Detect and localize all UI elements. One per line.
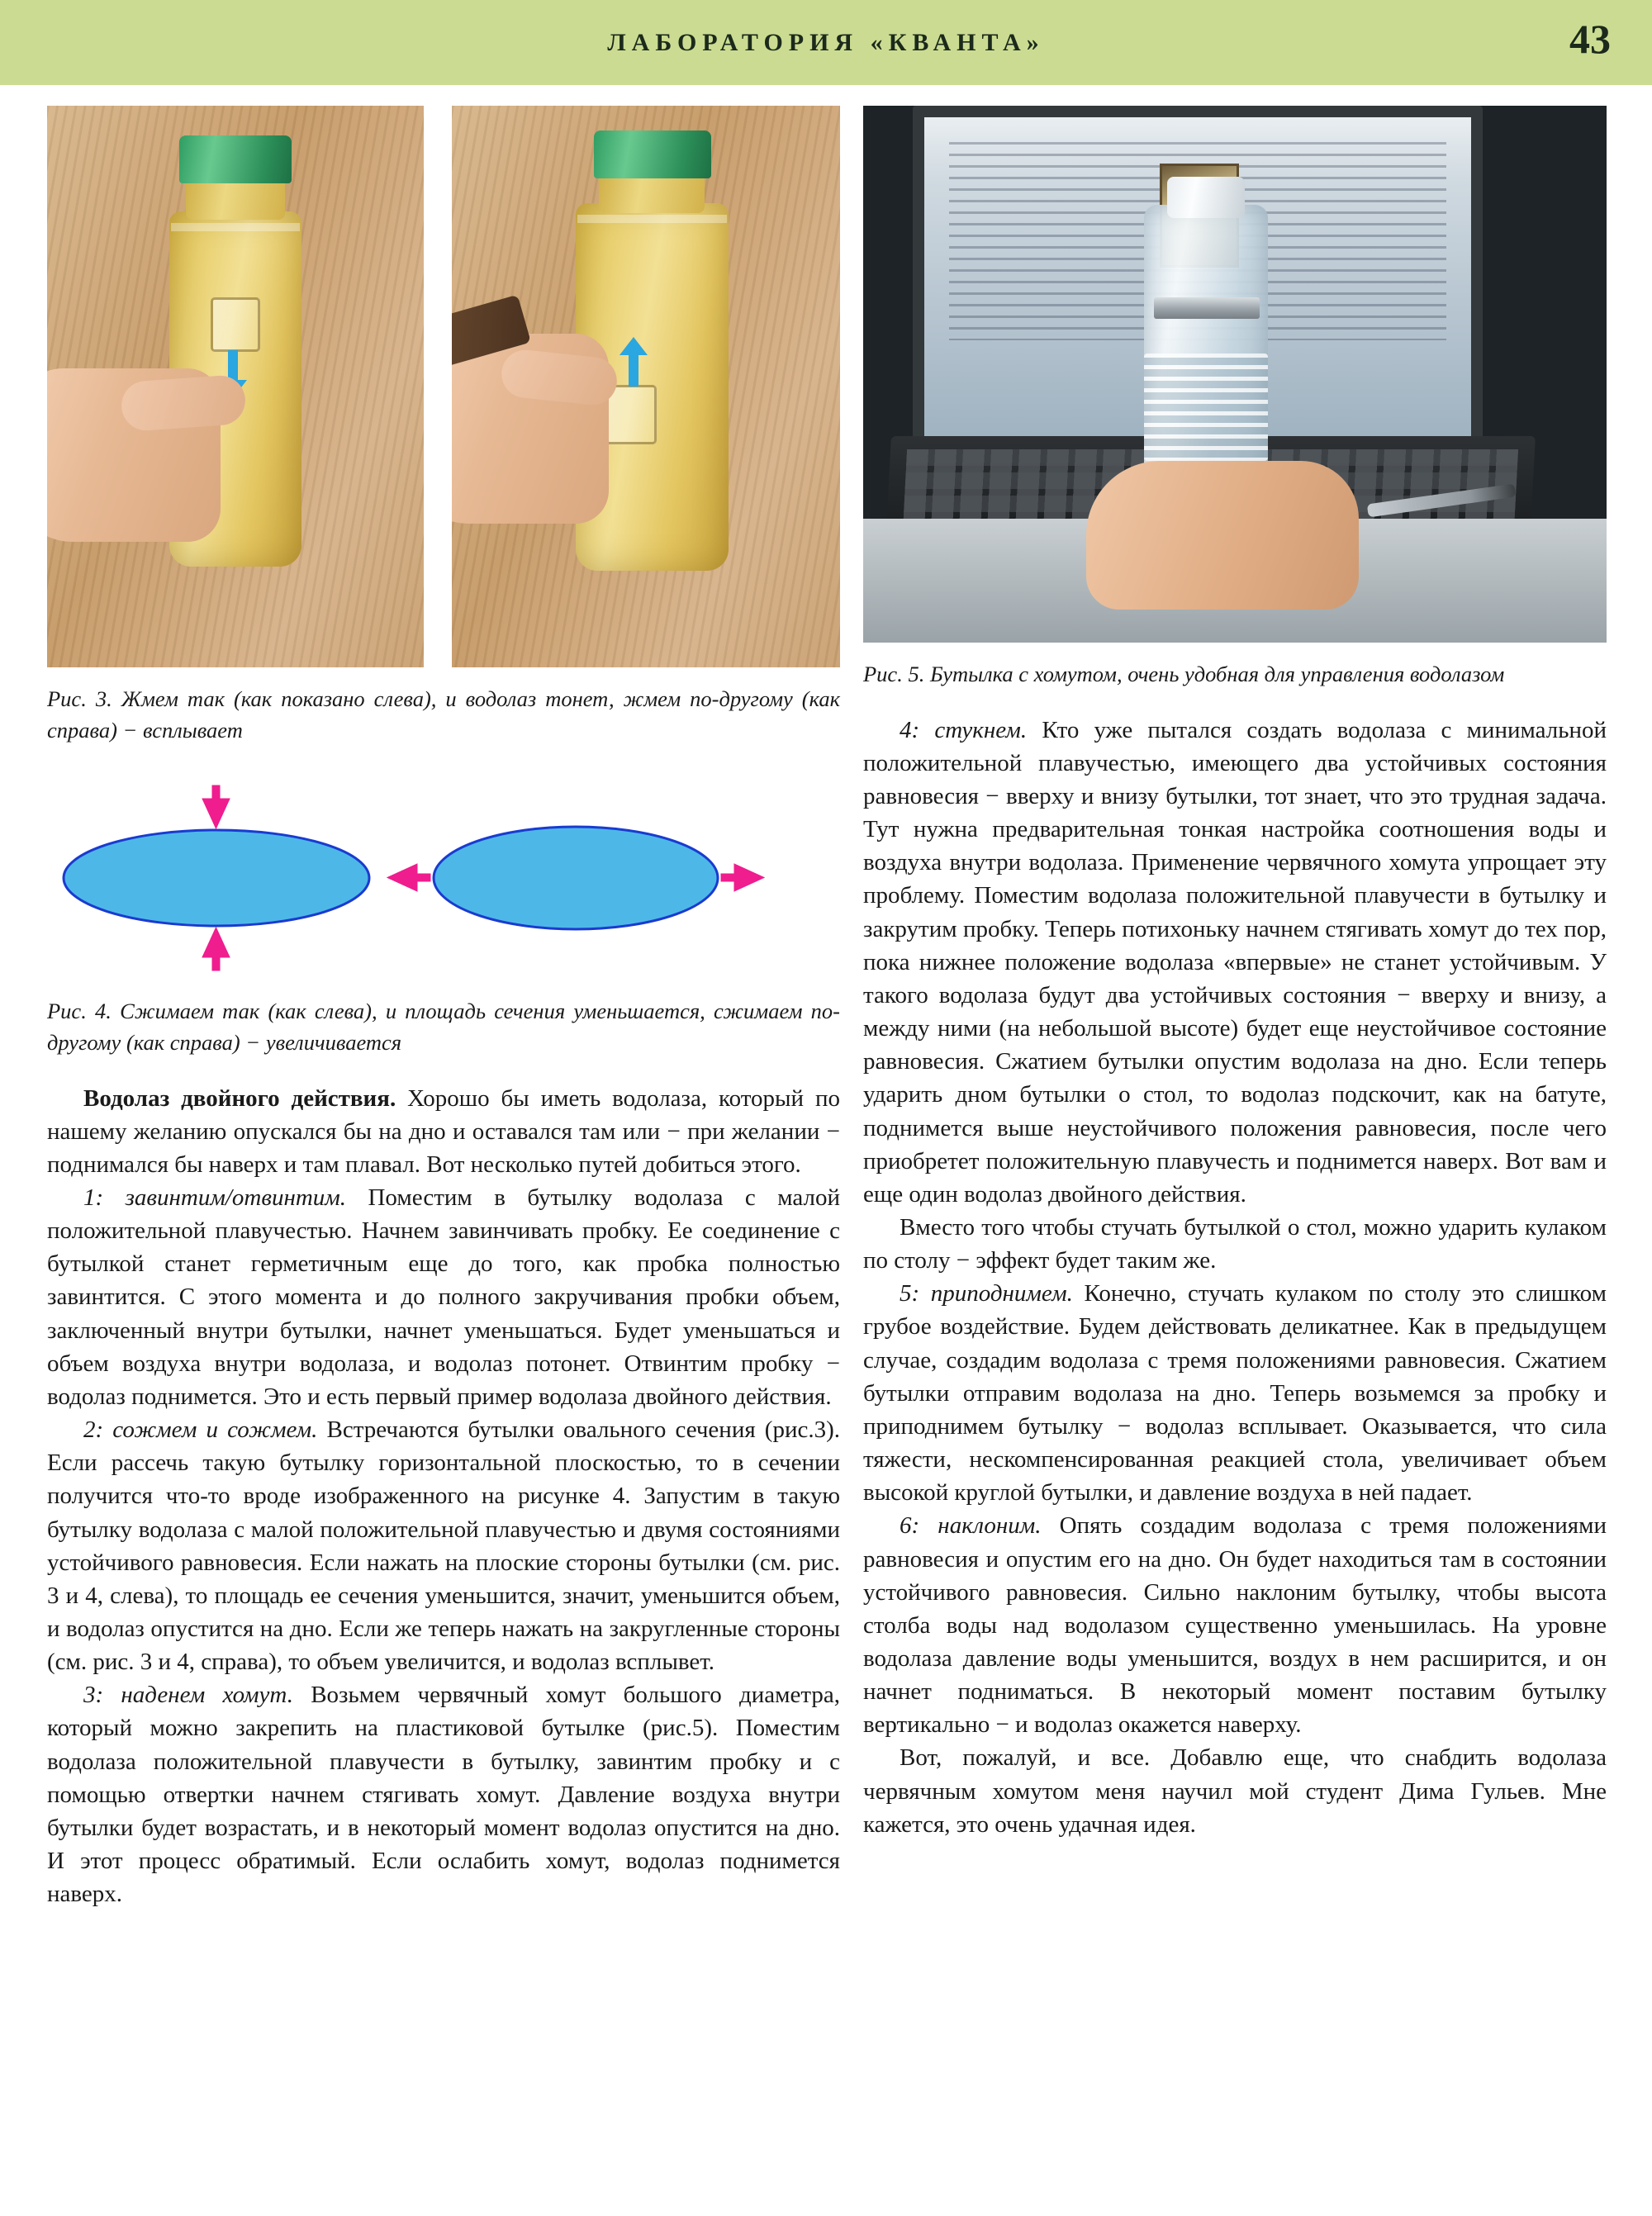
paragraph-text: Опять создадим водолаза с тремя положениями равновесия и опустим его на дно. Он будет находиться там в состоянии устойчивого равновесия. Сильно наклоним бутылку, чтобы высота столба воды над водолазом существенно уменьшилась. На уровне водолаза давление воды уменьшится, воздух в нем расширится, и он начнет подниматься. В некоторый момент поставим бутылку вертикально − и водолаз окажется наверху. (863, 1512, 1607, 1739)
paragraph-italic-lead: 1: завинтим/отвинтим. (83, 1184, 347, 1211)
liquid-surface-right (577, 215, 727, 223)
finger-left (120, 374, 247, 432)
bottle-cap (1167, 177, 1245, 218)
figure-4 (47, 777, 840, 980)
paragraph-italic-lead: 6: наклоним. (900, 1512, 1042, 1540)
paragraph-double-action (47, 1082, 840, 1181)
arrow-up-icon (629, 354, 638, 387)
figure-5-photo (863, 106, 1607, 643)
paragraph-2 (47, 1413, 840, 1678)
hand-holding-bottle (1086, 461, 1359, 610)
paragraph-4 (863, 714, 1607, 1211)
paragraph-italic-lead: 2: сожмем и сожмем. (83, 1416, 318, 1444)
left-column (47, 106, 840, 1910)
paragraph-6 (863, 1509, 1607, 1741)
page-number: 43 (1569, 16, 1611, 62)
paragraph-text: Возьмем червячный хомут большого диаметра, который можно закрепить на пластиковой бутылке (рис.5). Поместим водолаза положительной плавучести в бутылку, завинтим пробку и с помощью отвертки начнем стягивать хомут. Давление воздуха внутри бутылки будет возрастать, и в некоторый момент водолаз опустится на дно. И этот процесс обратимый. Если ослабить хомут, водолаз поднимется наверх. (47, 1682, 840, 1908)
bottle-ribs (1144, 354, 1268, 461)
paragraph-text: Вместо того чтобы стучать бутылкой о стол, можно ударить кулаком по столу − эффект будет таким же. (863, 1213, 1607, 1274)
right-column (863, 106, 1607, 1841)
paragraph-5 (863, 1277, 1607, 1509)
paragraph-italic-lead: 5: приподнимем. (900, 1280, 1073, 1307)
ellipse-left (64, 830, 369, 926)
paragraph-text: Встречаются бутылки овального сечения (рис.3). Если рассечь такую бутылку горизонтальной плоскостью, то в сечении получится что-то вроде изображенного на рисунке 4. Запустим в такую бутылку водолаза с малой положительной плавучестью и двумя состояниями устойчивого равновесия. Если нажать на плоские стороны бутылки (см. рис. 3 и 4, слева), то площадь ее сечения уменьшится, значит, уменьшится объем, и водолаз опустится на дно. Если же теперь нажать на закругленные стороны (см. рис. 3 и 4, справа), то объем увеличится, и водолаз всплывет. (47, 1416, 840, 1676)
ellipse-right (434, 827, 718, 929)
paragraph-1 (47, 1181, 840, 1413)
paragraph-italic-lead: 3: наденем хомут. (83, 1682, 293, 1709)
paragraph-final (863, 1741, 1607, 1840)
paragraph-text: Вот, пожалуй, и все. Добавлю еще, что снабдить водолаза червячным хомутом меня научил мой студент Дима Гульев. Мне кажется, это очень удачная идея. (863, 1744, 1607, 1838)
paragraph-text: Кто уже пытался создать водолаза с минимальной положительной плавучестью, имеющего два устойчивых состояния равновесия − вверху и внизу бутылки, тот знает, что это трудная задача. Тут нужна предварительная тонкая настройка соотношения воды и воздуха внутри водолаза. Применение червячного хомута упрощает эту проблему. Поместим водолаза положительной плавучести в бутылку и закрутим пробку. Теперь потихоньку начнем стягивать хомут до тех пор, пока нижнее положение водолаза «впервые» не станет устойчивым. У такого водолаза будут два устойчивых состояния − вверху и внизу, а между ними (на небольшой высоте) будет еще неустойчивое состояние равновесия. Сжатием бутылки опустим водолаза на дно. Если теперь ударить дном бутылки о стол, то водолаз подскочит, как на батуте, поднимется выше неустойчивого положения равновесия, после чего приобретет положительную плавучесть и поднимется наверх. Вот вам и еще один водолаз двойного действия. (863, 716, 1607, 1208)
figure-3 (47, 106, 840, 667)
paragraph-lead: Водолаз двойного действия. (83, 1084, 396, 1112)
figure-4-caption: Рис. 4. Сжимаем так (как слева), и площадь сечения уменьшается, сжимаем по-другому (как справа) − увеличивается (47, 999, 840, 1055)
liquid-surface-left (171, 223, 300, 231)
bottle-cap-right (594, 130, 711, 178)
figure-5-caption: Рис. 5. Бутылка с хомутом, очень удобная для управления водолазом (863, 662, 1505, 686)
figure-3-photo-left (47, 106, 424, 667)
article-left-text (47, 1082, 840, 1911)
paragraph-instead (863, 1211, 1607, 1277)
paragraph-italic-lead: 4: стукнем. (900, 716, 1028, 743)
paragraph-text: Хорошо бы иметь водолаза, который по нашему желанию опускался бы на дно и оставался там или − при желании − поднимался бы наверх и там плавал. Вот несколько путей добиться этого. (47, 1084, 840, 1178)
cartesian-diver-left (211, 297, 260, 352)
page-title: ЛАБОРАТОРИЯ «КВАНТА» (607, 29, 1045, 56)
paragraph-text: Поместим в бутылку водолаза с малой положительной плавучестью. Начнем завинчивать пробку. Ее соединение с бутылкой станет герметичным еще до того, как пробка полностью завинтится. С этого момента и до полного закручивания пробки объем, заключенный внутри бутылки, начнет уменьшаться. Будет уменьшаться и объем воздуха внутри водолаза, и водолаз потонет. Отвинтим пробку − водолаз поднимется. Это и есть первый пример водолаза двойного действия. (47, 1184, 840, 1410)
figure-3-photo-right (452, 106, 840, 667)
paragraph-3 (47, 1678, 840, 1910)
figure-4-svg (47, 777, 840, 980)
paragraph-text: Конечно, стучать кулаком по столу это слишком грубое воздействие. Будем действовать деликатнее. Как в предыдущем случае, создадим водолаза с тремя положениями равновесия. Сжатием бутылки отправим водолаза на дно. Теперь возьмемся за пробку и приподнимем бутылку − водолаз всплывает. Оказывается, что сила тяжести, нескомпенсированная реакцией стола, увеличивает объем высокой круглой бутылки, и давление воздуха в ней падает. (863, 1280, 1607, 1507)
worm-clamp (1154, 297, 1260, 319)
bottle-cap-left (179, 135, 292, 183)
article-right-text (863, 714, 1607, 1841)
figure-3-caption: Рис. 3. Жмем так (как показано слева), и водолаз тонет, жмем по-другому (как справа) − всплывает (47, 686, 840, 743)
